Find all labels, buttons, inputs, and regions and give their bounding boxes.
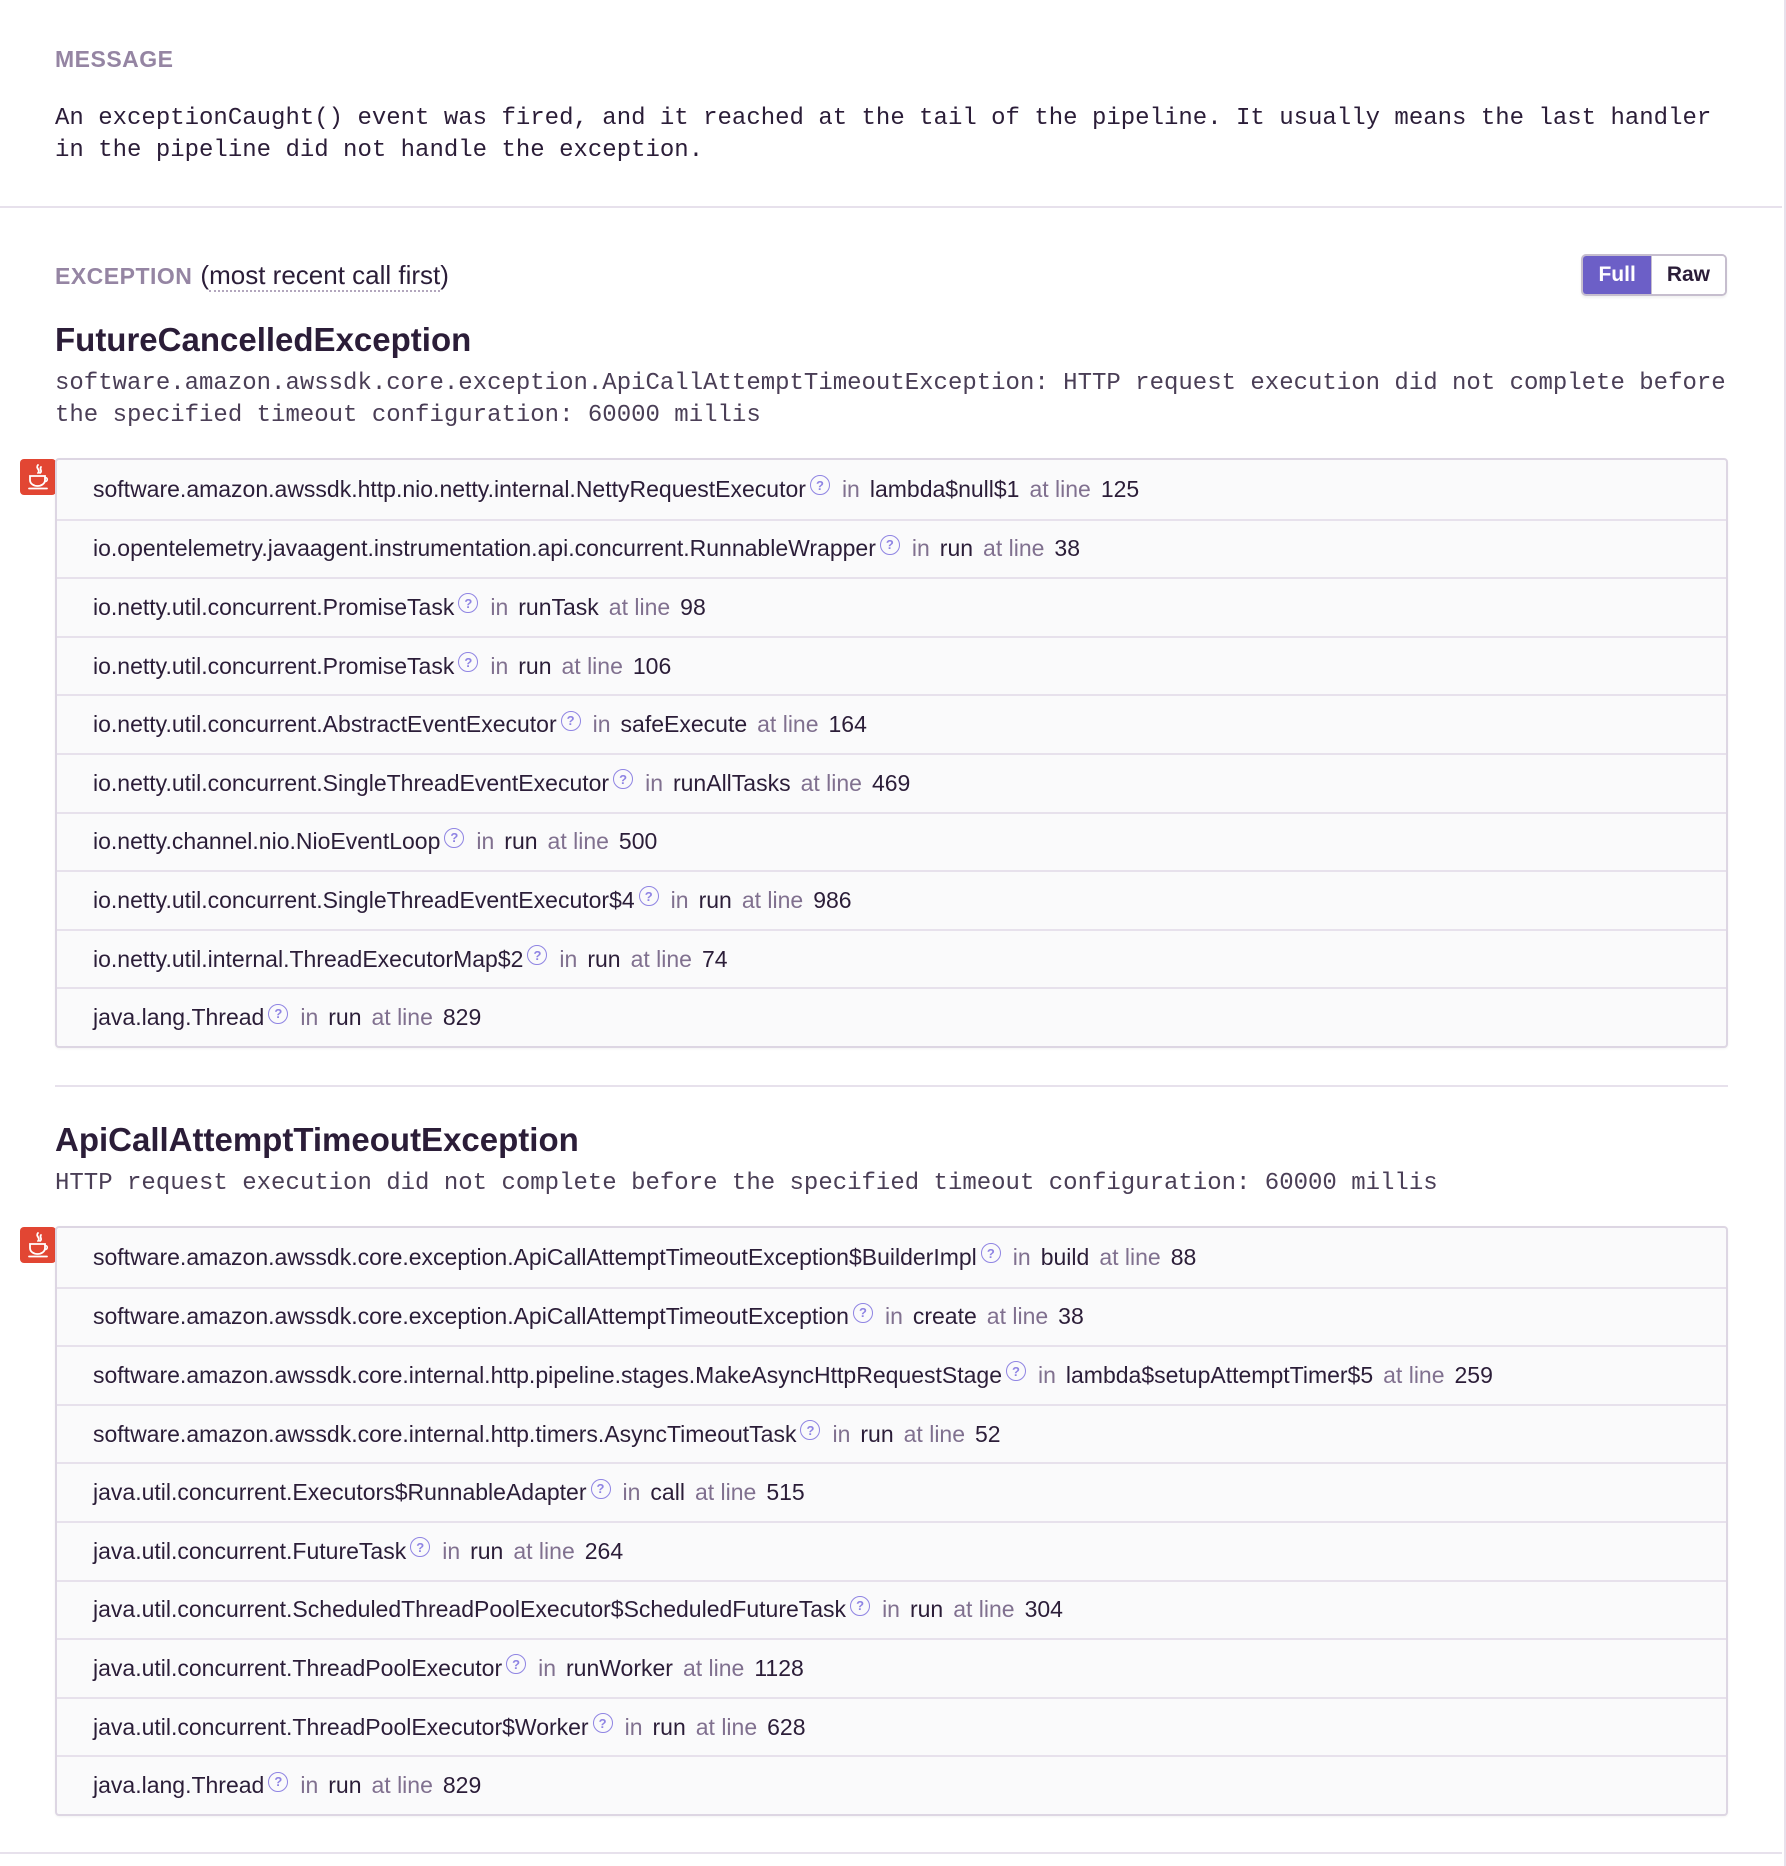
- frame-function: run: [652, 1713, 686, 1740]
- question-mark-icon[interactable]: ?: [268, 1004, 288, 1024]
- question-mark-icon[interactable]: ?: [981, 1243, 1001, 1263]
- frame-module: io.netty.util.concurrent.SingleThreadEventExecutor: [93, 769, 610, 796]
- full-button[interactable]: Full: [1583, 256, 1650, 294]
- frame-line-number: 125: [1100, 475, 1140, 502]
- in-label: in: [1012, 1243, 1031, 1270]
- frame-line-number: 52: [975, 1420, 1001, 1447]
- frame-module: java.lang.Thread: [93, 1004, 265, 1031]
- in-label: in: [841, 475, 860, 502]
- in-label: in: [476, 828, 495, 855]
- in-label: in: [911, 535, 930, 562]
- exception-value: HTTP request execution did not complete before the specified timeout configuration: 60000 millis: [55, 1170, 1438, 1197]
- frame-function: run: [587, 945, 621, 972]
- java-icon: [20, 1227, 56, 1263]
- frame-line-number: 164: [828, 711, 867, 738]
- at-line-label: at line: [741, 886, 804, 913]
- at-line-label: at line: [1099, 1243, 1161, 1270]
- stacktrace-frames: [55, 458, 1728, 1048]
- stack-frame-row[interactable]: [57, 460, 1726, 519]
- frame-line-number: 38: [1054, 535, 1081, 562]
- frame-line-number: 74: [701, 945, 728, 972]
- frame-function: run: [698, 886, 732, 913]
- frame-function: run: [518, 652, 552, 679]
- raw-button[interactable]: Raw: [1651, 256, 1725, 294]
- frame-module: io.netty.util.concurrent.PromiseTask: [93, 652, 455, 679]
- stack-frame-row[interactable]: [57, 1638, 1726, 1697]
- frame-module: java.util.concurrent.ThreadPoolExecutor: [93, 1654, 503, 1681]
- at-line-label: at line: [695, 1713, 758, 1740]
- frame-line-number: 628: [767, 1713, 806, 1740]
- stack-frame-row[interactable]: [57, 519, 1726, 578]
- stack-frame-row[interactable]: [57, 987, 1726, 1046]
- call-order-tooltip-trigger[interactable]: most recent call first: [209, 259, 441, 290]
- in-label: in: [300, 1772, 319, 1799]
- message-label: MESSAGE: [55, 46, 174, 72]
- at-line-label: at line: [371, 1772, 433, 1799]
- frame-module: software.amazon.awssdk.core.exception.ApiCallAttemptTimeoutException$BuilderImpl: [93, 1243, 977, 1270]
- frame-line-number: 264: [584, 1537, 624, 1564]
- frame-module: io.netty.util.concurrent.PromiseTask: [93, 593, 455, 620]
- frame-module: java.util.concurrent.Executors$RunnableAdapter: [93, 1479, 587, 1506]
- frame-function: call: [650, 1479, 685, 1506]
- exception-type: FutureCancelledException: [55, 321, 472, 358]
- stack-frame-row[interactable]: [57, 1697, 1726, 1756]
- question-mark-icon[interactable]: ?: [561, 711, 581, 731]
- at-line-label: at line: [630, 945, 692, 972]
- in-label: in: [300, 1004, 319, 1031]
- stack-frame-row[interactable]: [57, 929, 1726, 988]
- stack-frame-row[interactable]: [57, 1521, 1726, 1580]
- frame-function: runWorker: [566, 1654, 673, 1681]
- exception-type: ApiCallAttemptTimeoutException: [55, 1121, 579, 1158]
- stacktrace-view-toggle: [1581, 254, 1727, 296]
- question-mark-icon[interactable]: ?: [853, 1303, 873, 1323]
- stack-frame-row[interactable]: [57, 753, 1726, 812]
- in-label: in: [538, 1654, 557, 1681]
- frame-module: software.amazon.awssdk.http.nio.netty.internal.NettyRequestExecutor: [93, 475, 806, 502]
- question-mark-icon[interactable]: ?: [458, 652, 478, 672]
- stack-frame-row[interactable]: [57, 1228, 1726, 1287]
- frame-module: java.util.concurrent.FutureTask: [93, 1537, 407, 1564]
- frame-module: software.amazon.awssdk.core.internal.http.pipeline.stages.MakeAsyncHttpRequestStage: [93, 1361, 1002, 1388]
- stack-frame-row[interactable]: [57, 812, 1726, 871]
- question-mark-icon[interactable]: ?: [613, 769, 633, 789]
- frame-function: run: [328, 1004, 362, 1031]
- at-line-label: at line: [1029, 475, 1091, 502]
- question-mark-icon[interactable]: ?: [850, 1596, 870, 1616]
- stack-frame-row[interactable]: [57, 1287, 1726, 1346]
- question-mark-icon[interactable]: ?: [880, 535, 900, 555]
- message-text: An exceptionCaught() event was fired, and it reached at the tail of the pipeline. It usually means the last handler in the pipeline did not handle the exception.: [55, 105, 1726, 164]
- at-line-label: at line: [903, 1420, 966, 1447]
- in-label: in: [832, 1420, 851, 1447]
- frame-function: run: [909, 1596, 944, 1623]
- stack-frame-row[interactable]: [57, 1404, 1726, 1463]
- stack-frame-row[interactable]: [57, 1345, 1726, 1404]
- frame-module: io.netty.channel.nio.NioEventLoop: [93, 828, 441, 855]
- stack-frame-row[interactable]: [57, 1755, 1726, 1814]
- in-label: in: [884, 1303, 903, 1330]
- question-mark-icon[interactable]: ?: [527, 945, 547, 965]
- in-label: in: [490, 652, 509, 679]
- frame-module: java.lang.Thread: [93, 1772, 265, 1799]
- stack-frame-row[interactable]: [57, 636, 1726, 695]
- exception-divider: [55, 1085, 1728, 1087]
- frame-module: java.util.concurrent.ThreadPoolExecutor$Worker: [93, 1713, 589, 1740]
- frame-module: io.netty.util.internal.ThreadExecutorMap$2: [93, 945, 524, 972]
- at-line-label: at line: [1383, 1361, 1445, 1388]
- frame-function: runAllTasks: [672, 769, 791, 796]
- frame-function: run: [328, 1772, 362, 1799]
- frame-function: build: [1040, 1243, 1090, 1270]
- frame-line-number: 88: [1170, 1243, 1197, 1270]
- at-line-label: at line: [682, 1654, 745, 1681]
- stack-frame-row[interactable]: [57, 1462, 1726, 1521]
- frame-module: io.netty.util.concurrent.SingleThreadEventExecutor$4: [93, 886, 635, 913]
- at-line-label: at line: [561, 652, 623, 679]
- question-mark-icon[interactable]: ?: [800, 1420, 820, 1440]
- message-section: [0, 0, 1782, 208]
- at-line-label: at line: [513, 1537, 575, 1564]
- stacktrace-frames: [55, 1226, 1728, 1816]
- question-mark-icon[interactable]: ?: [506, 1654, 526, 1674]
- frame-module: software.amazon.awssdk.core.internal.http.timers.AsyncTimeoutTask: [93, 1420, 797, 1447]
- frame-line-number: 304: [1024, 1596, 1063, 1623]
- at-line-label: at line: [953, 1596, 1015, 1623]
- at-line-label: at line: [800, 769, 862, 796]
- frame-line-number: 259: [1454, 1361, 1493, 1388]
- frame-line-number: 98: [680, 593, 706, 620]
- in-label: in: [624, 1713, 643, 1740]
- section-bottom-border: [0, 1852, 1782, 1854]
- frame-function: run: [939, 535, 974, 562]
- frame-line-number: 829: [442, 1772, 482, 1799]
- in-label: in: [592, 711, 611, 738]
- in-label: in: [559, 945, 578, 972]
- frame-line-number: 829: [442, 1004, 482, 1031]
- question-mark-icon[interactable]: ?: [593, 1713, 613, 1733]
- exception-header: [55, 252, 1727, 298]
- exception-1: [55, 320, 1741, 432]
- frame-function: create: [912, 1303, 977, 1330]
- stack-frame-row[interactable]: [57, 870, 1726, 929]
- in-label: in: [645, 769, 663, 796]
- in-label: in: [1037, 1361, 1056, 1388]
- question-mark-icon[interactable]: ?: [268, 1772, 288, 1792]
- frame-function: run: [470, 1537, 504, 1564]
- frame-line-number: 986: [813, 886, 852, 913]
- frame-function: run: [860, 1420, 894, 1447]
- frame-module: software.amazon.awssdk.core.exception.ApiCallAttemptTimeoutException: [93, 1303, 849, 1330]
- frame-module: java.util.concurrent.ScheduledThreadPoolExecutor$ScheduledFutureTask: [93, 1596, 847, 1623]
- frame-line-number: 38: [1058, 1303, 1084, 1330]
- frame-function: run: [504, 828, 538, 855]
- stack-frame-row[interactable]: [57, 577, 1726, 636]
- in-label: in: [442, 1537, 461, 1564]
- frame-function: safeExecute: [620, 711, 748, 738]
- question-mark-icon[interactable]: ?: [591, 1479, 611, 1499]
- frame-line-number: 1128: [754, 1654, 804, 1681]
- java-icon: [20, 459, 56, 495]
- at-line-label: at line: [757, 711, 819, 738]
- exception-label: EXCEPTION: [55, 262, 193, 289]
- question-mark-icon[interactable]: ?: [1006, 1361, 1026, 1381]
- exception-value: software.amazon.awssdk.core.exception.ApiCallAttemptTimeoutException: HTTP request execution did not complete before the specified timeout configuration: 60000 millis: [55, 370, 1741, 429]
- question-mark-icon[interactable]: ?: [458, 593, 478, 613]
- frame-module: io.opentelemetry.javaagent.instrumentation.api.concurrent.RunnableWrapper: [93, 535, 876, 562]
- at-line-label: at line: [371, 1004, 433, 1031]
- in-label: in: [882, 1596, 900, 1623]
- frame-function: lambda$null$1: [869, 475, 1020, 502]
- frame-module: io.netty.util.concurrent.AbstractEventExecutor: [93, 711, 557, 738]
- frame-line-number: 500: [618, 828, 658, 855]
- frame-line-number: 515: [766, 1479, 805, 1506]
- in-label: in: [670, 886, 689, 913]
- in-label: in: [490, 593, 509, 620]
- at-line-label: at line: [608, 593, 671, 620]
- exception-2: [55, 1120, 1727, 1200]
- question-mark-icon[interactable]: ?: [810, 475, 830, 495]
- at-line-label: at line: [547, 828, 609, 855]
- frame-function: runTask: [518, 593, 599, 620]
- at-line-label: at line: [694, 1479, 757, 1506]
- question-mark-icon[interactable]: ?: [639, 886, 659, 906]
- at-line-label: at line: [986, 1303, 1049, 1330]
- question-mark-icon[interactable]: ?: [444, 828, 464, 848]
- frame-line-number: 469: [871, 769, 911, 796]
- in-label: in: [622, 1479, 641, 1506]
- stack-frame-row[interactable]: [57, 694, 1726, 753]
- at-line-label: at line: [983, 535, 1045, 562]
- frame-function: lambda$setupAttemptTimer$5: [1065, 1361, 1374, 1388]
- question-mark-icon[interactable]: ?: [410, 1537, 430, 1557]
- stack-frame-row[interactable]: [57, 1580, 1726, 1639]
- call-order-note: (most recent call first): [200, 259, 449, 290]
- frame-line-number: 106: [632, 652, 672, 679]
- exception-title: [55, 260, 449, 291]
